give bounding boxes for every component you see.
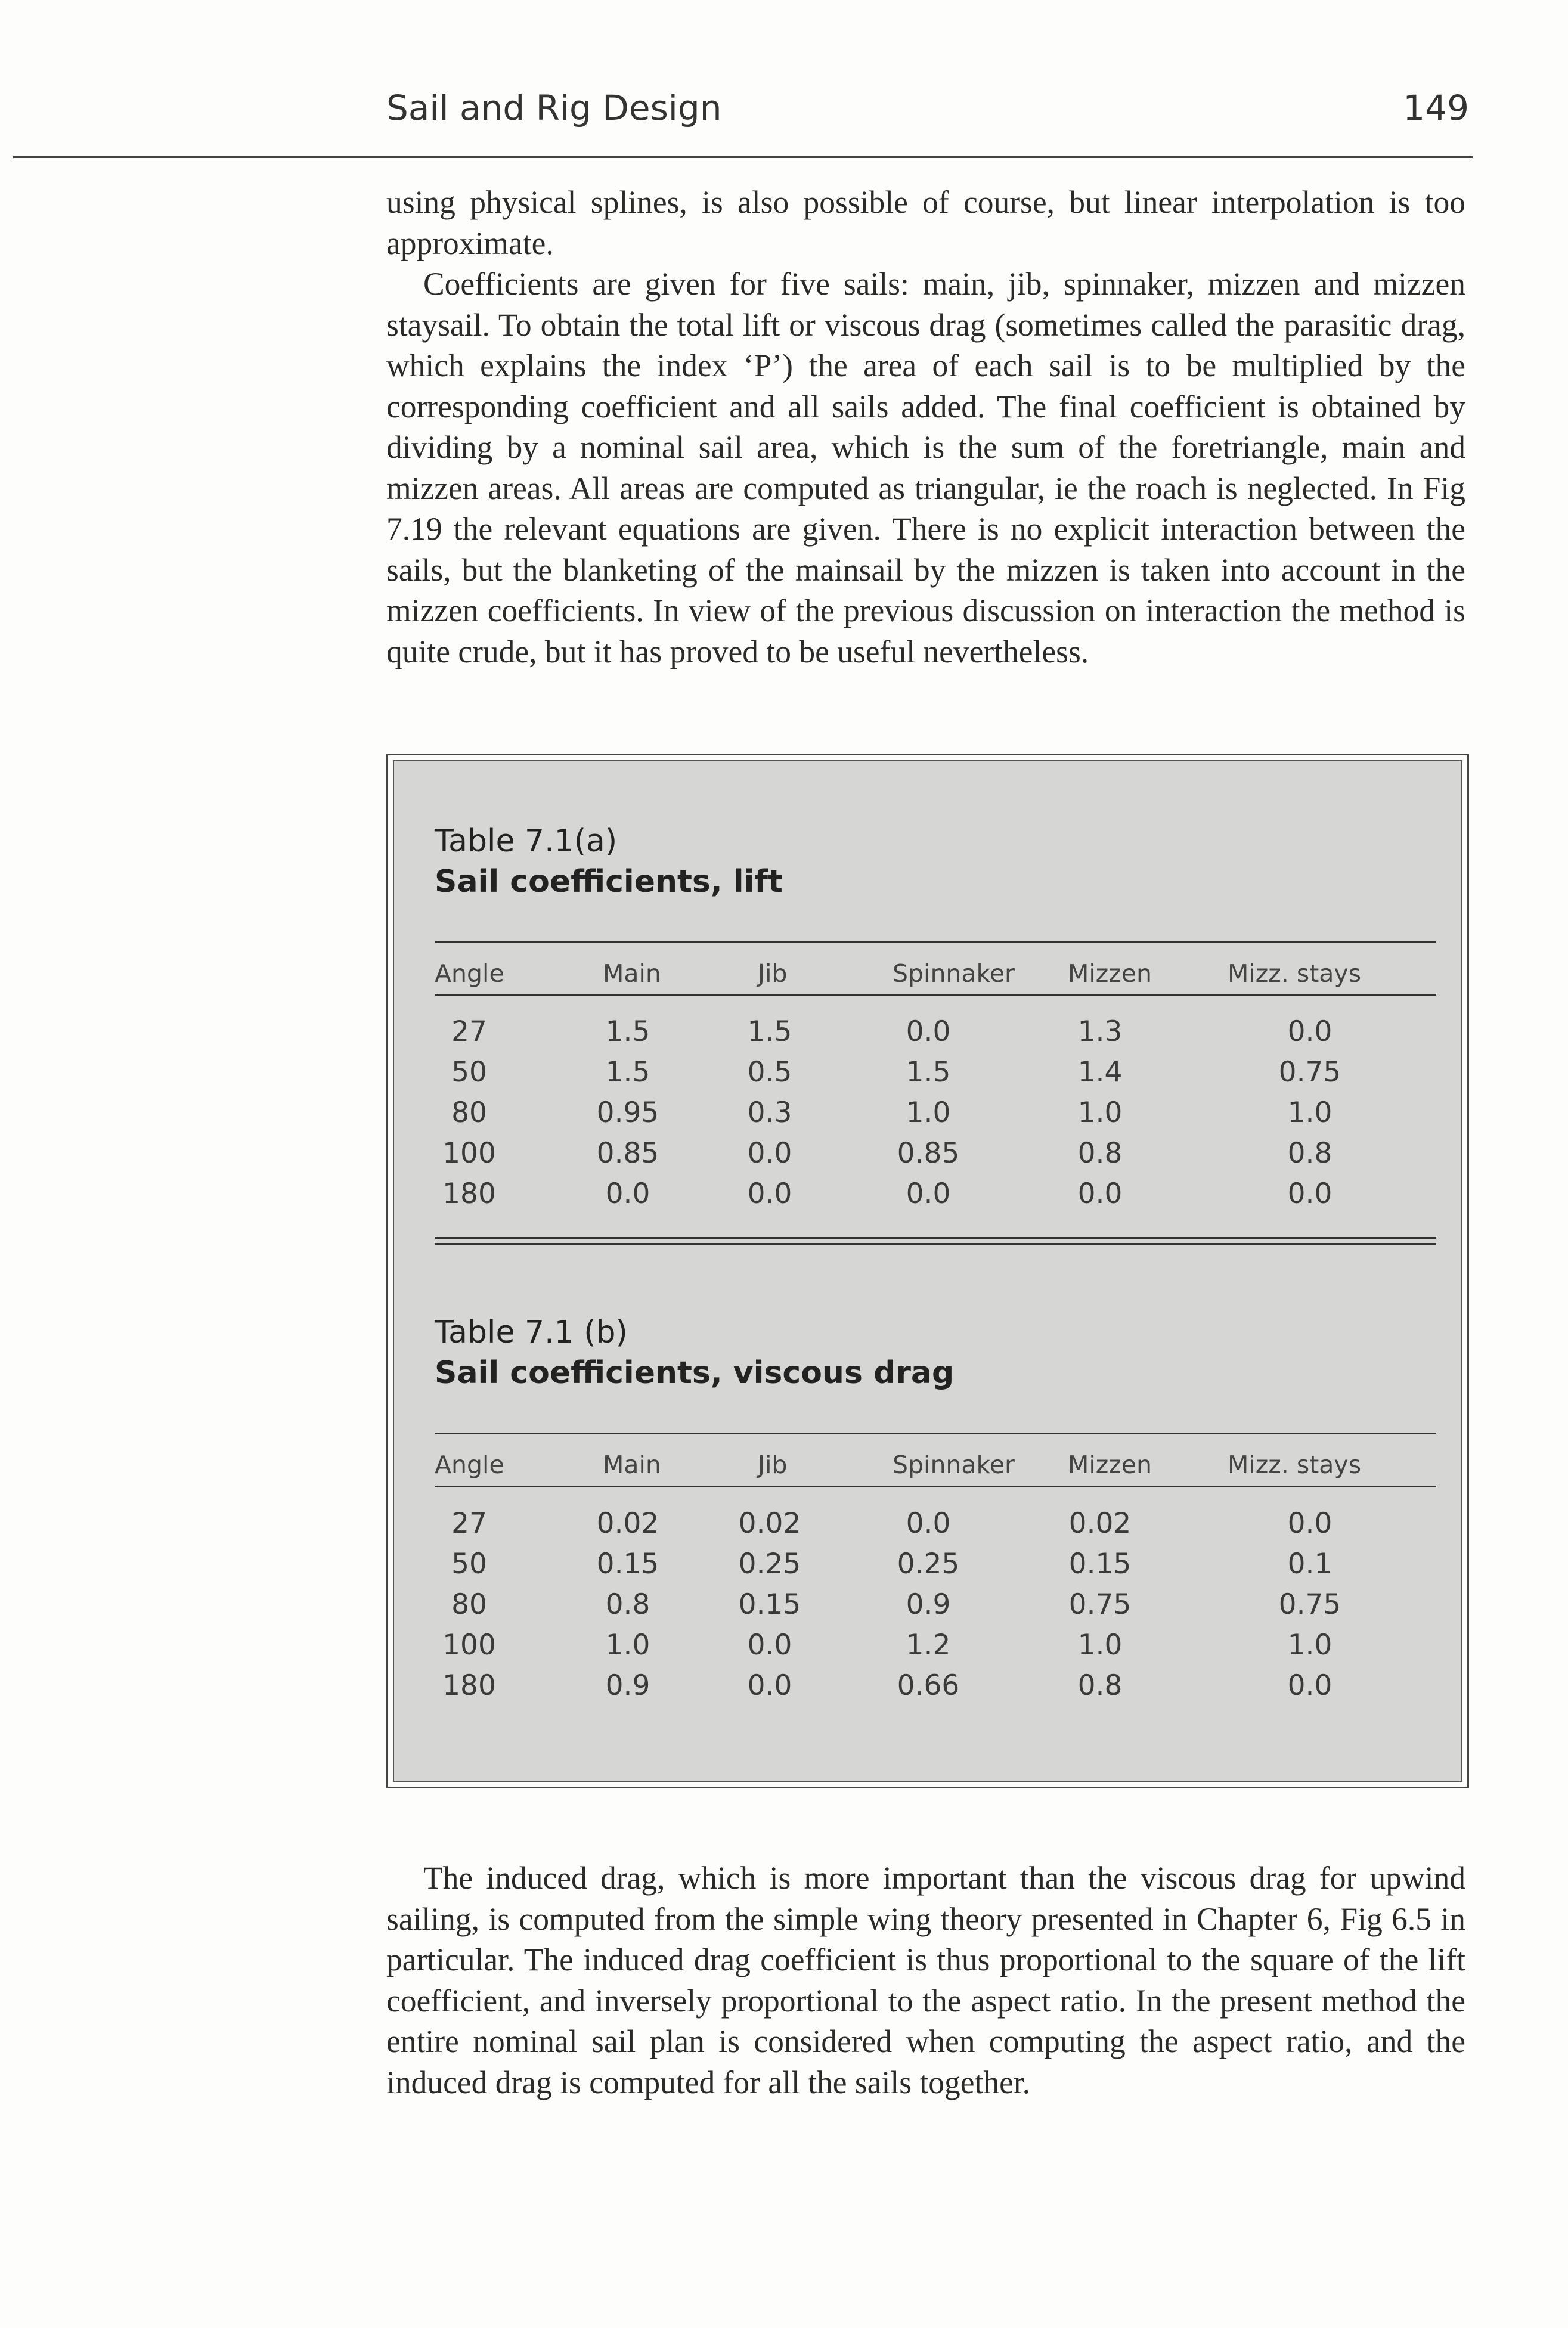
table-b-cell: 0.15 — [738, 1588, 801, 1621]
table-b-cell: 80 — [451, 1588, 487, 1621]
table-b-cell: 0.75 — [1068, 1588, 1132, 1621]
paragraph: using physical splines, is also possible of course, but linear interpolation is too approximate. — [386, 184, 1465, 261]
table-a-cell: 0.0 — [1287, 1015, 1333, 1048]
table-b-cell: 0.02 — [738, 1507, 801, 1540]
table-a-cell: 80 — [451, 1096, 487, 1129]
table-a-column-header: Mizz. stays — [1228, 959, 1362, 988]
table-b-cell: 0.15 — [1068, 1548, 1132, 1580]
table-a-cell: 1.5 — [605, 1015, 650, 1048]
table-a-cell: 0.3 — [747, 1096, 792, 1129]
table-a-cell: 0.0 — [906, 1177, 951, 1210]
table-a-column-header: Main — [603, 959, 661, 988]
table-b-cell: 0.8 — [1077, 1669, 1123, 1702]
table-b-cell: 1.0 — [605, 1629, 650, 1661]
table-b-cell: 1.0 — [1077, 1629, 1123, 1661]
table-a-cell: 0.0 — [1077, 1177, 1123, 1210]
table-b-cell: 0.15 — [596, 1548, 659, 1580]
table-a-cell: 0.0 — [747, 1137, 792, 1170]
table-a-cell: 0.85 — [596, 1137, 659, 1170]
body-text-bottom — [386, 1858, 1465, 2103]
table-b-cell: 100 — [442, 1629, 496, 1661]
table-b-title: Sail coefficients, viscous drag — [435, 1355, 955, 1391]
table-a-cell: 50 — [451, 1056, 487, 1089]
table-b-cell: 0.66 — [897, 1669, 960, 1702]
table-b-cell: 0.0 — [1287, 1507, 1333, 1540]
table-b-header-rule — [435, 1486, 1436, 1487]
table-a-bottom-rule — [435, 1243, 1436, 1245]
table-a-cell: 0.0 — [906, 1015, 951, 1048]
header-rule — [13, 156, 1473, 158]
table-b-cell: 0.02 — [1068, 1507, 1132, 1540]
table-a-cell: 1.5 — [605, 1056, 650, 1089]
table-a-title: Sail coefficients, lift — [435, 864, 783, 900]
table-b-cell: 0.0 — [747, 1629, 792, 1661]
table-a-column-header: Mizzen — [1068, 959, 1152, 988]
paragraph: Coefficients are given for five sails: main, jib, spinnaker, mizzen and mizzen staysail. To obtain the total lift or viscous drag (sometimes called the parasitic drag, which explains the index ‘P’) the area of each sail is to be multiplied by the corresponding coefficient and all sails added. The final coefficient is obtained by dividing by a nominal sail area, which is the sum of the foretriangle, main and mizzen areas. All areas are computed as triangular, ie the roach is neglected. In Fig 7.19 the relevant equations are given. There is no explicit interaction between the sails, but the blanketing of the mainsail by the mizzen is taken into account in the mizzen coefficients. In view of the previous discussion on interaction the method is quite crude, but it has proved to be useful nevertheless. — [386, 266, 1465, 669]
table-a-column-header: Angle — [435, 959, 504, 988]
table-a-cell: 0.0 — [605, 1177, 650, 1210]
table-a-cell: 0.5 — [747, 1056, 792, 1089]
table-b-cell: 0.25 — [738, 1548, 801, 1580]
table-a-bottom-rule — [435, 1237, 1436, 1239]
table-a-cell: 1.5 — [906, 1056, 951, 1089]
table-b-cell: 0.9 — [605, 1669, 650, 1702]
table-a-cell: 1.4 — [1077, 1056, 1123, 1089]
table-b-cell: 0.75 — [1278, 1588, 1341, 1621]
table-b-cell: 0.0 — [906, 1507, 951, 1540]
table-b-cell: 0.9 — [906, 1588, 951, 1621]
table-a-cell: 1.0 — [906, 1096, 951, 1129]
running-header: Sail and Rig Design — [386, 88, 722, 128]
table-a-cell: 0.75 — [1278, 1056, 1341, 1089]
table-a-cell: 0.95 — [596, 1096, 659, 1129]
table-b-cell: 0.8 — [605, 1588, 650, 1621]
table-a-column-header: Jib — [758, 959, 788, 988]
table-a-cell: 0.0 — [1287, 1177, 1333, 1210]
table-a-cell: 1.0 — [1077, 1096, 1123, 1129]
table-a-cell: 0.0 — [747, 1177, 792, 1210]
table-a-cell: 0.8 — [1077, 1137, 1123, 1170]
table-b-cell: 0.02 — [596, 1507, 659, 1540]
table-a-cell: 0.8 — [1287, 1137, 1333, 1170]
table-a-label: Table 7.1(a) — [435, 823, 618, 859]
table-a-column-header: Spinnaker — [893, 959, 1015, 988]
table-panel — [393, 760, 1462, 1782]
table-b-cell: 1.0 — [1287, 1629, 1333, 1661]
table-b-cell: 27 — [451, 1507, 487, 1540]
table-a-cell: 0.85 — [897, 1137, 960, 1170]
table-b-cell: 0.0 — [747, 1669, 792, 1702]
coefficients-table-box — [386, 754, 1469, 1788]
table-b-cell: 0.25 — [897, 1548, 960, 1580]
table-b-label: Table 7.1 (b) — [435, 1315, 628, 1350]
table-b-column-header: Jib — [758, 1450, 788, 1479]
table-a-cell: 180 — [442, 1177, 496, 1210]
table-b-column-header: Mizz. stays — [1228, 1450, 1362, 1479]
table-a-cell: 27 — [451, 1015, 487, 1048]
table-b-column-header: Spinnaker — [893, 1450, 1015, 1479]
table-b-cell: 1.2 — [906, 1629, 951, 1661]
table-a-cell: 1.5 — [747, 1015, 792, 1048]
table-b-caption — [435, 1312, 954, 1393]
body-text-top — [386, 182, 1465, 672]
table-b-column-header: Mizzen — [1068, 1450, 1152, 1479]
table-a-header-rule — [435, 994, 1436, 996]
table-b-cell: 0.0 — [1287, 1669, 1333, 1702]
table-a-cell: 100 — [442, 1137, 496, 1170]
table-b-cell: 50 — [451, 1548, 487, 1580]
table-b-top-rule — [435, 1433, 1436, 1434]
table-b-column-header: Angle — [435, 1450, 504, 1479]
table-b-cell: 0.1 — [1287, 1548, 1333, 1580]
table-a-cell: 1.3 — [1077, 1015, 1123, 1048]
table-a-cell: 1.0 — [1287, 1096, 1333, 1129]
table-a-top-rule — [435, 941, 1436, 943]
paragraph: The induced drag, which is more important than the viscous drag for upwind sailing, is computed from the simple wing theory presented in Chapter 6, Fig 6.5 in particular. The induced drag coefficient is thus proportional to the square of the lift coefficient, and inversely proportional to the aspect ratio. In the present method the entire nominal sail plan is considered when computing the aspect ratio, and the induced drag is computed for all the sails together. — [386, 1860, 1465, 2100]
table-a-caption — [435, 821, 783, 902]
table-b-column-header: Main — [603, 1450, 661, 1479]
table-b-cell: 180 — [442, 1669, 496, 1702]
page-number: 149 — [1403, 88, 1469, 128]
